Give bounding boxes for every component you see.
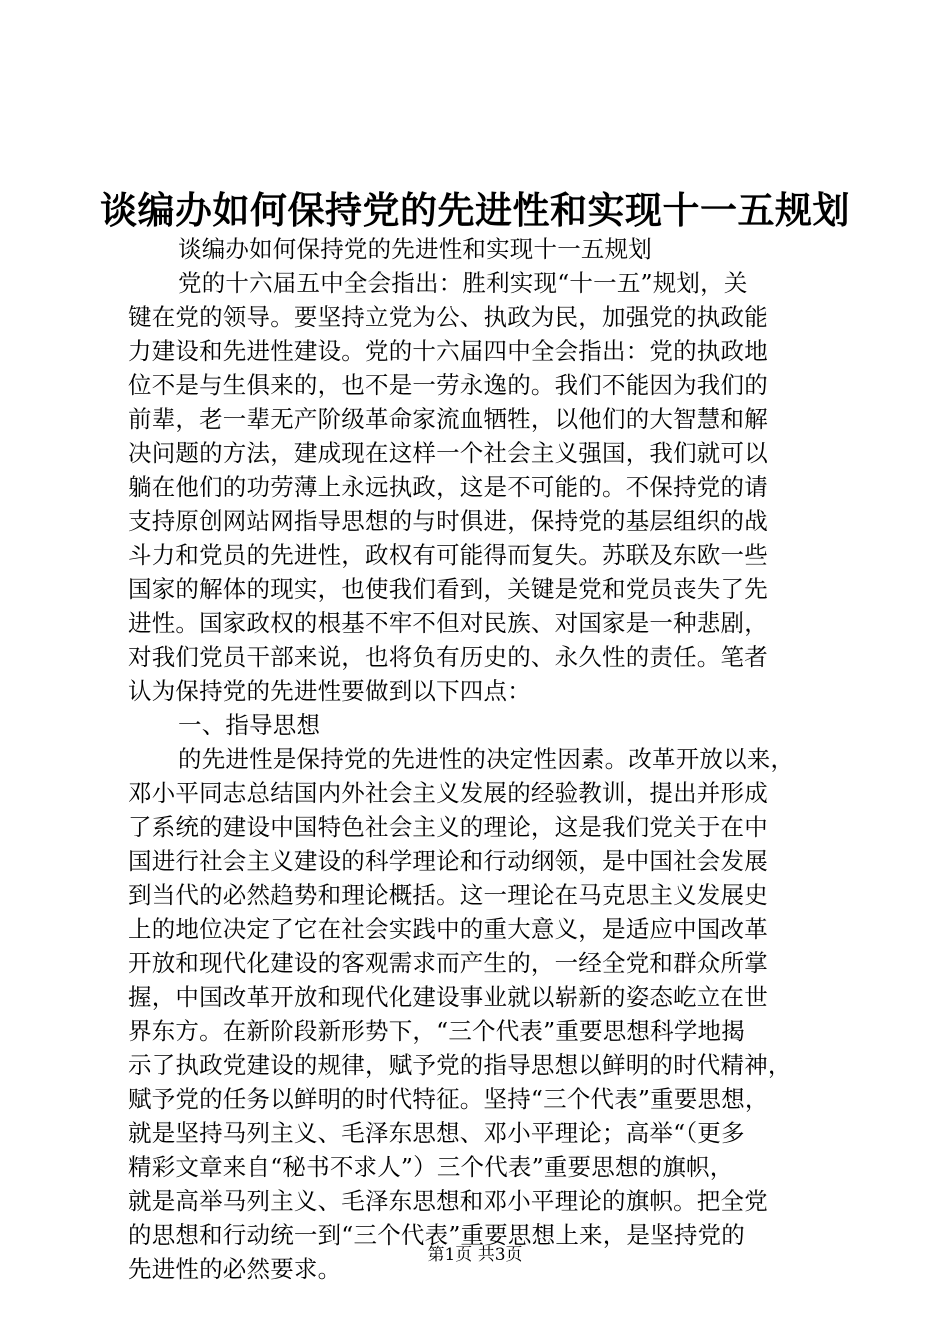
paragraph-line: 的先进性是保持党的先进性的决定性因素。改革开放以来，	[178, 745, 795, 773]
paragraph-line: 上的地位决定了它在社会实践中的重大意义，是适应中国改革	[128, 915, 768, 943]
paragraph-line: 开放和现代化建设的客观需求而产生的，一经全党和群众所掌	[128, 949, 768, 977]
document-body	[128, 232, 834, 1286]
paragraph-line: 界东方。在新阶段新形势下，“三个代表”重要思想科学地揭	[128, 1017, 745, 1045]
paragraph-line: 先进性的必然要求。	[128, 1255, 342, 1283]
paragraph-line: 认为保持党的先进性要做到以下四点：	[128, 677, 531, 705]
paragraph-line: 进性。国家政权的根基不牢不但对民族、对国家是一种悲剧，	[128, 609, 768, 637]
paragraph-line: 国家的解体的现实，也使我们看到，关键是党和党员丧失了先	[128, 575, 768, 603]
paragraph-line: 示了执政党建设的规律，赋予党的指导思想以鲜明的时代精神，	[128, 1051, 792, 1079]
paragraph-line: 赋予党的任务以鲜明的时代特征。坚持“三个代表”重要思想，	[128, 1085, 769, 1113]
paragraph-line: 躺在他们的功劳薄上永远执政，这是不可能的。不保持党的请	[128, 473, 768, 501]
paragraph-line: 邓小平同志总结国内外社会主义发展的经验教训，提出并形成	[128, 779, 768, 807]
paragraph-line: 握，中国改革开放和现代化建设事业就以崭新的姿态屹立在世	[128, 983, 768, 1011]
paragraph-line: 精彩文章来自“秘书不求人”）三个代表”重要思想的旗帜，	[128, 1153, 734, 1181]
paragraph-line: 的思想和行动统一到“三个代表”重要思想上来，是坚持党的	[128, 1221, 745, 1249]
section-heading: 一、指导思想	[178, 711, 321, 739]
page-footer: 第1页 共3页	[427, 1245, 523, 1265]
paragraph-line: 前辈，老一辈无产阶级革命家流血牺牲，以他们的大智慧和解	[128, 405, 768, 433]
paragraph-line: 党的十六届五中全会指出：胜利实现“十一五”规划，关	[178, 269, 748, 297]
subtitle-line: 谈编办如何保持党的先进性和实现十一五规划	[178, 235, 652, 263]
paragraph-line: 了系统的建设中国特色社会主义的理论，这是我们党关于在中	[128, 813, 768, 841]
paragraph-line: 到当代的必然趋势和理论概括。这一理论在马克思主义发展史	[128, 881, 768, 909]
paragraph-line: 力建设和先进性建设。党的十六届四中全会指出：党的执政地	[128, 337, 768, 365]
paragraph-line: 国进行社会主义建设的科学理论和行动纲领，是中国社会发展	[128, 847, 768, 875]
document-title: 谈编办如何保持党的先进性和实现十一五规划	[100, 188, 850, 232]
paragraph-line: 就是坚持马列主义、毛泽东思想、邓小平理论；高举“（更多	[128, 1119, 745, 1147]
paragraph-line: 位不是与生俱来的，也不是一劳永逸的。我们不能因为我们的	[128, 371, 768, 399]
paragraph-line: 就是高举马列主义、毛泽东思想和邓小平理论的旗帜。把全党	[128, 1187, 768, 1215]
paragraph-line: 键在党的领导。要坚持立党为公、执政为民，加强党的执政能	[128, 303, 768, 331]
paragraph-line: 支持原创网站网指导思想的与时俱进，保持党的基层组织的战	[128, 507, 768, 535]
paragraph-line: 斗力和党员的先进性，政权有可能得而复失。苏联及东欧一些	[128, 541, 768, 569]
paragraph-line: 对我们党员干部来说，也将负有历史的、永久性的责任。笔者	[128, 643, 768, 671]
paragraph-line: 决问题的方法，建成现在这样一个社会主义强国，我们就可以	[128, 439, 768, 467]
